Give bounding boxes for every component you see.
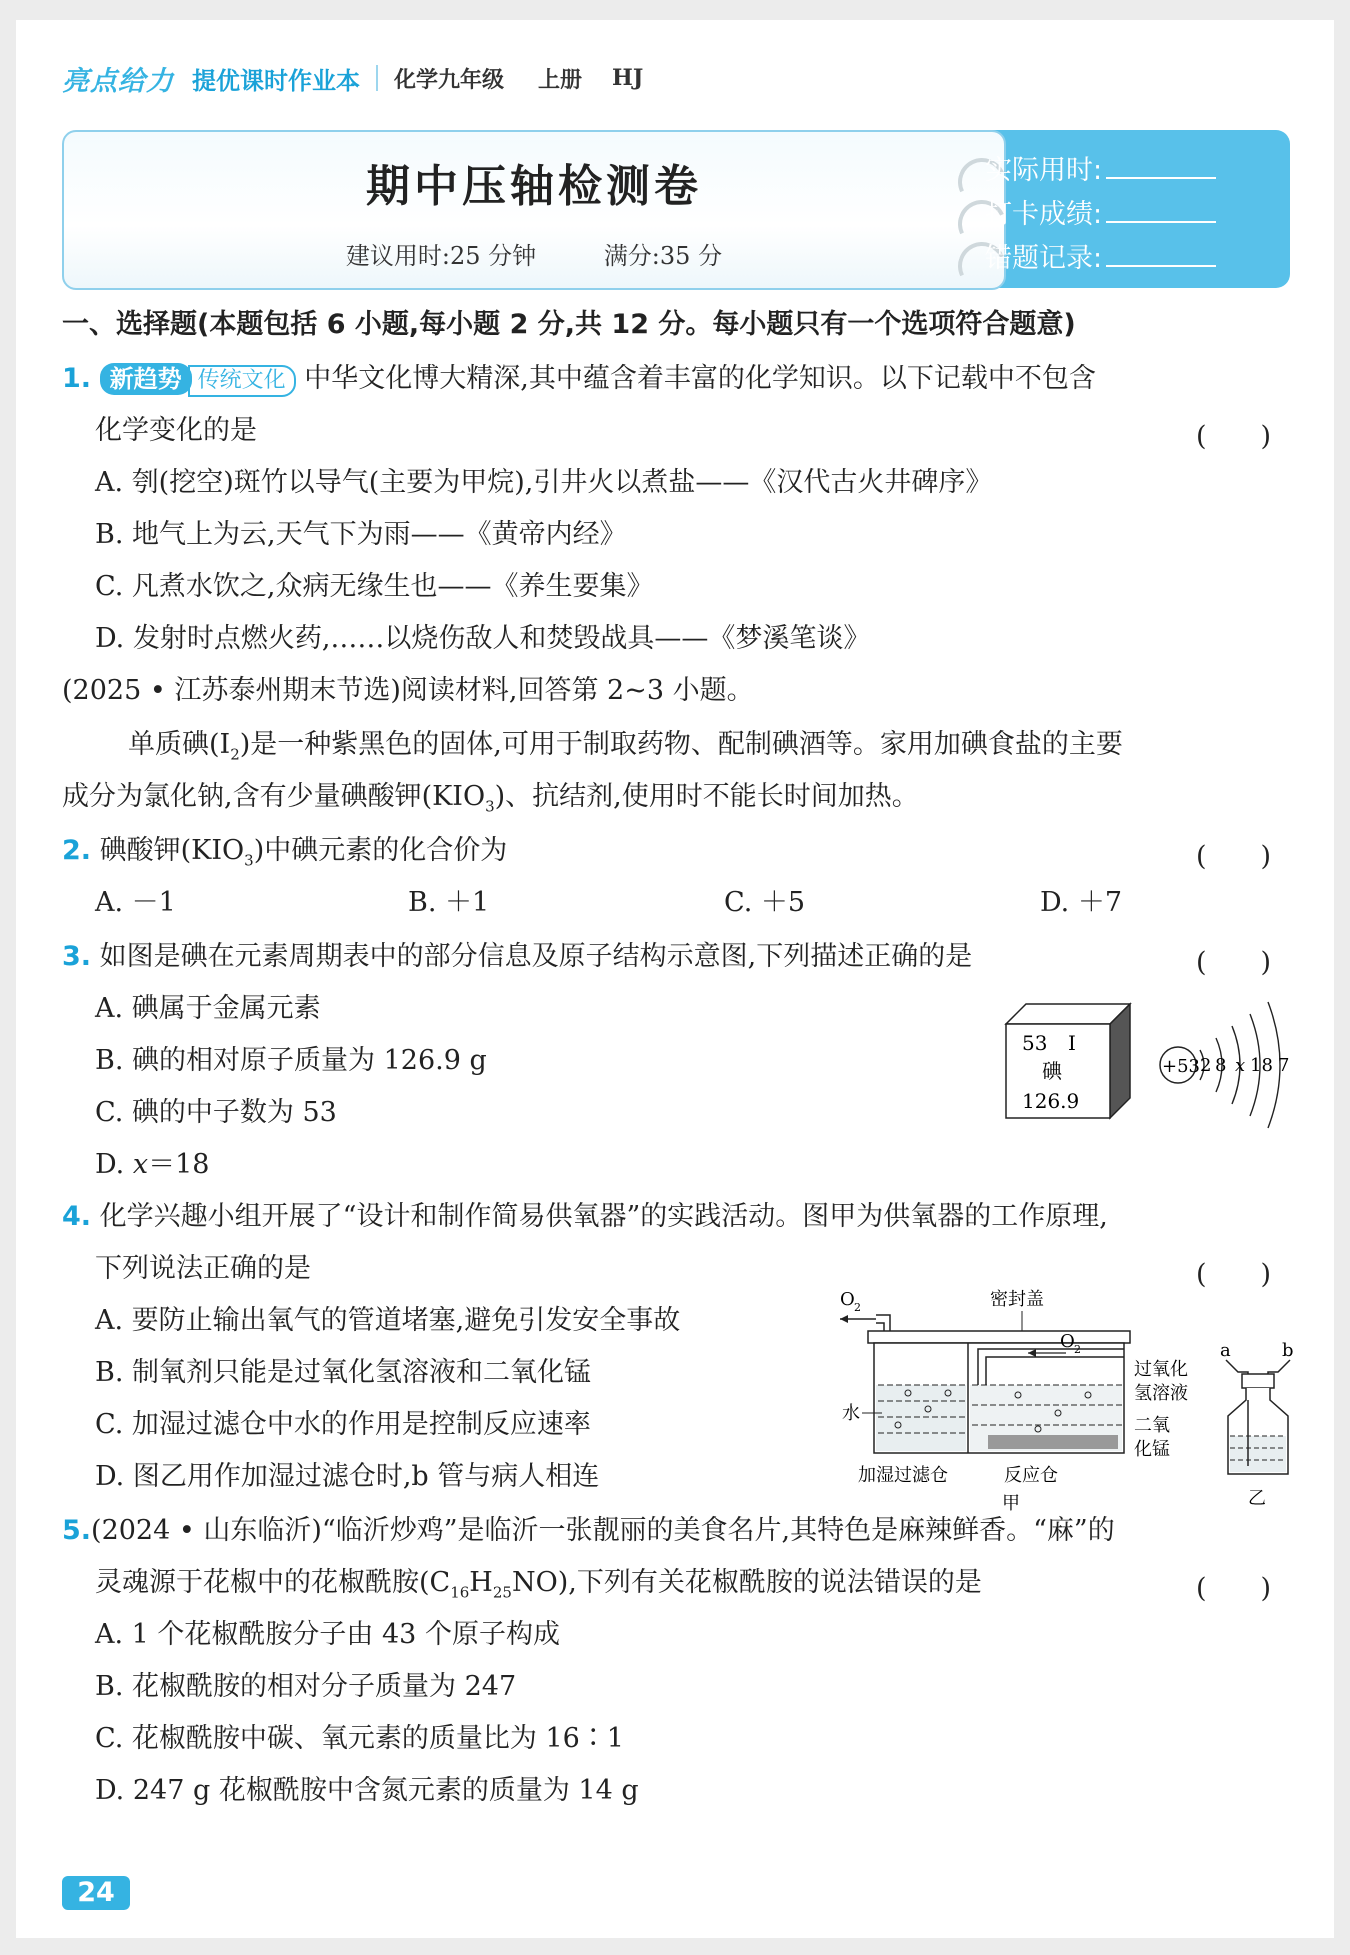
option-c: C. 碘的中子数为 53 — [95, 1097, 337, 1128]
option-c: C. 加湿过滤仓中水的作用是控制反应速率 — [95, 1409, 591, 1440]
shell-electrons: 2 — [1200, 1055, 1212, 1076]
option-c: C. 凡煮水饮之,众病无缘生也——《养生要集》 — [95, 571, 654, 602]
element-symbol: I — [1068, 1031, 1076, 1055]
question-4-stem: 4. 化学兴趣小组开展了“设计和制作简易供氧器”的实践活动。图甲为供氧器的工作原理, — [62, 1201, 1108, 1232]
option-b: B. 花椒酰胺的相对分子质量为 247 — [95, 1671, 517, 1702]
tube-b-label: b — [1282, 1340, 1294, 1361]
humidifier-label: 加湿过滤仓 — [858, 1465, 948, 1486]
option-a: A. －1 — [95, 887, 176, 918]
gas-bottle-diagram — [1208, 1340, 1308, 1510]
option-a: A. 碘属于金属元素 — [95, 993, 321, 1024]
trend-tag: 新趋势 — [100, 363, 192, 395]
figure-b-caption: 乙 — [1248, 1488, 1266, 1509]
question-1-stem-cont: 化学变化的是 — [95, 415, 257, 446]
material-line-1: 单质碘$(I_2)$是一种紫黑色的固体,可用于制取药物、配制碘酒等。家用加碘食盐的主要 — [128, 729, 1123, 764]
material-line-2: 成分为氯化钠,含有少量碘酸钾$(KIO_3)$、抗结剂,使用时不能长时间加热。 — [62, 781, 919, 816]
record-score: 打卡成绩: — [985, 192, 1216, 231]
oxygen-generator-diagram — [838, 1285, 1198, 1515]
book-header — [62, 58, 643, 98]
option-d: D. ＋7 — [1040, 887, 1123, 918]
answer-paren: ( ) — [1196, 1259, 1272, 1290]
shell-electrons: x — [1235, 1055, 1246, 1076]
atomic-mass: 126.9 — [1022, 1089, 1080, 1113]
volume: 上册 — [538, 67, 583, 93]
question-number: 1. — [62, 363, 92, 394]
option-d: D. x＝18 — [95, 1149, 210, 1180]
subject: 化学九年级 — [394, 67, 505, 93]
answer-paren: ( ) — [1196, 1573, 1272, 1604]
option-b: B. 制氧剂只能是过氧化氢溶液和二氧化锰 — [95, 1357, 592, 1388]
atom-structure-diagram — [1150, 990, 1300, 1140]
element-name: 碘 — [1042, 1059, 1062, 1083]
periodic-tile-figure — [1000, 998, 1140, 1128]
svg-text:化锰: 化锰 — [1134, 1439, 1170, 1460]
answer-paren: ( ) — [1196, 421, 1272, 452]
question-1-stem: 1. 新趋势 传统文化 中华文化博大精深,其中蕴含着丰富的化学知识。以下记载中不包含 — [62, 362, 1096, 397]
record-errors: 错题记录: — [985, 236, 1216, 275]
shell-electrons: 8 — [1215, 1055, 1227, 1076]
material-source: (2025 • 江苏泰州期末节选)阅读材料,回答第 2~3 小题。 — [62, 675, 754, 706]
svg-text:2: 2 — [854, 1301, 861, 1314]
option-d: D. 图乙用作加湿过滤仓时,b 管与病人相连 — [95, 1461, 600, 1492]
section-heading: 一、选择题(本题包括 6 小题,每小题 2 分,共 12 分。每小题只有一个选项符合题意) — [62, 309, 1076, 340]
option-b: B. 碘的相对原子质量为 126.9 g — [95, 1045, 487, 1076]
o2-outlet-label: O — [840, 1289, 855, 1310]
question-5-stem-cont: 灵魂源于花椒中的花椒酰胺$(C_{16}H_{25}NO)$,下列有关花椒酰胺的说法错误的是 — [95, 1567, 982, 1602]
tube-a-label: a — [1220, 1340, 1231, 1361]
svg-text:氢溶液: 氢溶液 — [1134, 1383, 1188, 1404]
option-c: C. ＋5 — [724, 887, 806, 918]
header-divider — [376, 65, 378, 91]
page-number: 24 — [62, 1876, 130, 1910]
full-score: 满分:35 分 — [603, 242, 723, 270]
edition: HJ — [612, 65, 644, 91]
reagent-label: 过氧化 — [1134, 1359, 1188, 1380]
record-actual-time: 实际用时: — [985, 148, 1216, 187]
shell-electrons: 7 — [1278, 1055, 1290, 1076]
option-a: A. 刳(挖空)斑竹以导气(主要为甲烷),引井火以煮盐——《汉代古火井碑序》 — [95, 467, 993, 498]
svg-text:二氧: 二氧 — [1134, 1415, 1170, 1436]
answer-paren: ( ) — [1196, 947, 1272, 978]
series-name: 提优课时作业本 — [192, 66, 360, 95]
exam-meta — [64, 236, 1004, 271]
suggested-time: 建议用时:25 分钟 — [345, 242, 537, 270]
svg-text:2: 2 — [1074, 1343, 1081, 1356]
nucleus-charge: +53 — [1162, 1056, 1200, 1077]
option-b: B. 地气上为云,天气下为雨——《黄帝内经》 — [95, 519, 627, 550]
culture-tag: 传统文化 — [188, 365, 296, 397]
option-c: C. 花椒酰胺中碳、氧元素的质量比为 16∶1 — [95, 1723, 624, 1754]
question-3-stem: 3. 如图是碘在元素周期表中的部分信息及原子结构示意图,下列描述正确的是 — [62, 941, 973, 972]
option-d: D. 发射时点燃火药,……以烧伤敌人和焚毁战具——《梦溪笔谈》 — [95, 623, 871, 654]
option-a: A. 1 个花椒酰胺分子由 43 个原子构成 — [95, 1619, 560, 1650]
answer-paren: ( ) — [1196, 841, 1272, 872]
option-b: B. ＋1 — [408, 887, 490, 918]
o2-inlet-label: O — [1060, 1331, 1075, 1352]
question-5-stem: 5.(2024 • 山东临沂)“临沂炒鸡”是临沂一张靓丽的美食名片,其特色是麻辣鲜香。“麻”的 — [62, 1515, 1115, 1546]
exam-title: 期中压轴检测卷 — [366, 161, 702, 212]
option-d: D. 247 g 花椒酰胺中含氮元素的质量为 14 g — [95, 1775, 639, 1806]
shell-electrons: 18 — [1250, 1055, 1273, 1076]
water-label: 水 — [842, 1403, 860, 1424]
figure-a-caption: 甲 — [1002, 1493, 1020, 1514]
question-4-stem-cont: 下列说法正确的是 — [95, 1253, 311, 1284]
atomic-number: 53 — [1022, 1031, 1048, 1055]
reactor-label: 反应仓 — [1004, 1465, 1058, 1486]
option-a: A. 要防止输出氧气的管道堵塞,避免引发安全事故 — [95, 1305, 681, 1336]
title-panel — [62, 130, 1006, 290]
question-2-stem: 2. 碘酸钾$(KIO_3)$中碘元素的化合价为 — [62, 835, 508, 870]
brand-logo: 亮点给力 — [62, 65, 174, 97]
lid-label: 密封盖 — [990, 1289, 1044, 1310]
